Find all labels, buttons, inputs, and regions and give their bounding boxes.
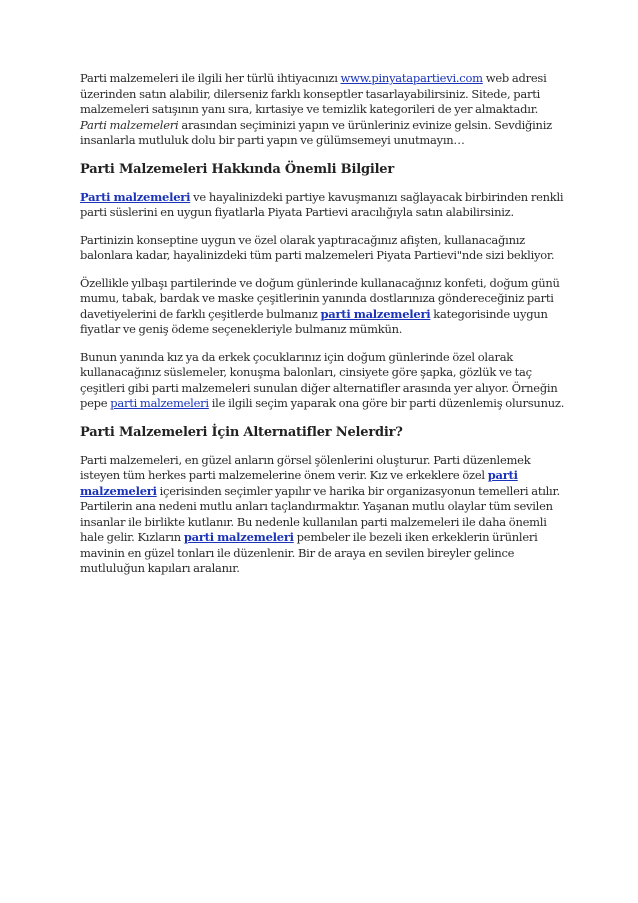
text: pembeler ile bezeli iken erkeklerin ürünleri mavinin en güzel tonları ile düzenlenir. Bir de araya en sevilen bireyler gelince mutluluğun kapıları aralanır. — [80, 530, 538, 575]
emphasis-text: Parti malzemeleri — [80, 117, 179, 132]
website-link[interactable]: www.pinyatapartievi.com — [340, 71, 483, 85]
paragraph-4 — [80, 276, 565, 338]
text: Parti malzemeleri ile ilgili her türlü ihtiyacınızı — [80, 71, 341, 85]
text: kategorisinde uygun fiyatlar ve geniş ödeme seçenekleriyle bulmanız mümkün. — [80, 306, 548, 336]
text: ile ilgili seçim yaparak ona göre bir parti düzenlemiş olursunuz. — [208, 396, 565, 410]
text: ve hayalinizdeki partiye kavuşmanızı sağlayacak birbirinden renkli parti süslerini en uygun fiyatlarla Piyata Partievi aracılığıyla satın alabilirsiniz. — [80, 189, 564, 219]
parti-malzemeleri-link[interactable]: Parti malzemeleri — [80, 189, 191, 204]
text: Parti malzemeleri, en güzel anların görsel şölenlerini oluşturur. Parti düzenlemek isteyen tüm herkes parti malzemelerine önem verir. Kız ve erkeklere özel — [80, 452, 531, 482]
paragraph-5 — [80, 350, 565, 412]
parti-malzemeleri-link[interactable]: parti malzemeleri — [80, 468, 518, 498]
text: Özellikle yılbaşı partilerinde ve doğum günlerinde kullanacağınız konfeti, doğum günü mumu, tabak, bardak ve maske çeşitlerinin yanında dostlarınıza göndereceğiniz parti davetiyelerini de farklı çeşitlerde bulmanız — [80, 275, 560, 321]
paragraph-6 — [80, 453, 565, 577]
document-body — [80, 71, 565, 589]
text: web adresi üzerinden satın alabilir, dilerseniz farklı konseptler tasarlayabilirsiniz. Sitede, parti malzemeleri satışının yanı sıra, kırtasiye ve temizlik kategorileri de yer almaktadır. — [80, 71, 547, 116]
intro-paragraph — [80, 71, 565, 149]
text: Bunun yanında kız ya da erkek çocuklarınız için doğum günlerinde özel olarak kullanacağınız süslemeler, konuşma balonları, cinsiyete göre şapka, gözlük ve taç çeşitleri gibi parti malzemeleri sunulan diğer alternatifler arasında yer alıyor. Örneğin pepe — [80, 349, 558, 410]
section-heading-1: Parti Malzemeleri Hakkında Önemli Bilgiler — [80, 161, 395, 177]
text: arasından seçiminizi yapın ve ürünleriniz evinize gelsin. Sevdiğiniz insanlarla mutluluk dolu bir parti yapın ve gülümsemeyi unutmayın… — [80, 117, 552, 147]
parti-malzemeleri-link[interactable]: parti malzemeleri — [110, 396, 209, 410]
section-heading-2: Parti Malzemeleri İçin Alternatifler Nelerdir? — [80, 424, 403, 440]
paragraph-2 — [80, 190, 565, 221]
paragraph-3: Partinizin konseptine uygun ve özel olarak yaptıracağınız afişten, kullanacağınız balonlara kadar, hayalinizdeki tüm parti malzemeleri Piyata Partievi"nde sizi bekliyor. — [80, 232, 555, 262]
text: içerisinden seçimler yapılır ve harika bir organizasyonun temelleri atılır. Partilerin ana nedeni mutlu anları taçlandırmaktır. Yaşanan mutlu olaylar tüm sevilen insanlar ile birlikte kutlanır. Bu nedenle kullanılan parti malzemeleri ile daha önemli hale gelir. Kızların — [80, 483, 560, 544]
parti-malzemeleri-link[interactable]: parti malzemeleri — [183, 530, 294, 544]
parti-malzemeleri-link[interactable]: parti malzemeleri — [320, 306, 431, 321]
